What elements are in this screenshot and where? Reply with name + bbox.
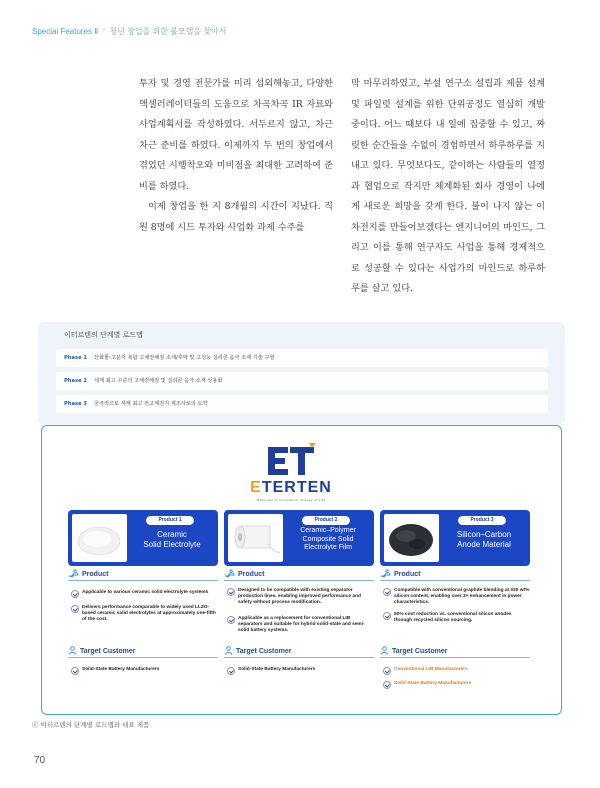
product-badge: Product 3 bbox=[458, 516, 506, 525]
phase-text: 산화물-고분자 복합 고체전해질 소재/후막 및 고성능 실리콘 음극 소재 기술 구현 bbox=[94, 355, 275, 361]
product-card bbox=[224, 510, 374, 566]
product-name: Silicon–Carbon Anode Material bbox=[456, 530, 512, 549]
header-separator: ° bbox=[102, 27, 106, 36]
target-heading-text: Target Customer bbox=[236, 648, 292, 655]
ceramic-powder-icon bbox=[72, 514, 127, 562]
target-heading bbox=[380, 646, 448, 655]
target-item bbox=[82, 667, 216, 673]
target-text: Conventional LIB Manufacturers bbox=[394, 667, 468, 672]
check-circle-icon bbox=[383, 681, 391, 689]
product-heading bbox=[68, 569, 108, 578]
feature-text: Applicable as a replacement for conventional LIB separators and suitable for hybrid solid-state and semi-solid battery systems. bbox=[238, 616, 365, 633]
body-paragraph: 이제 창업을 한 지 8개월의 시간이 지났다. 직원 8명에 시드 투자와 사업화 과제 수주를 bbox=[139, 201, 333, 233]
roadmap-phase bbox=[56, 349, 548, 367]
body-paragraph: 막 마무리하였고, 부설 연구소 설립과 제품 설계 및 파일럿 설계를 위한 단위공정도 열심히 개발 중이다. 어느 때보다 내 일에 집중할 수 있고, 짜릿한 순간들을 수없이 경험하면서 하루하루를 지내고 있다. 무엇보다도, 같이하는 사람들의 열정과 협업으로 작지만 체계화된 회사 경영이 나에게 새로운 희망을 갖게 한다. 불이 나지 않는 이차전지를 만들어보겠다는 엔지니어의 마인드, 그리고 이를 통해 연구자도 사업을 통해 경제적으로 성공할 수 있다는 사업가의 마인드로 하루하루를 살고 있다. bbox=[351, 78, 545, 294]
hand-icon bbox=[380, 569, 391, 578]
product-card bbox=[68, 510, 218, 566]
feature-text: Designed to be compatible with existing separator production lines, enabling improved performance and safety without process modification. bbox=[238, 588, 361, 605]
figure-caption: ⓒ 이터르텐의 단계별 로드맵과 대표 제품 bbox=[32, 721, 150, 729]
check-circle-icon bbox=[227, 588, 235, 596]
check-circle-icon bbox=[71, 605, 79, 613]
divider bbox=[380, 657, 530, 658]
page-number: 70 bbox=[34, 755, 46, 766]
phase-text: 세계 최고 수준의 고체전해질 및 실리콘 음극 소재 상용화 bbox=[94, 378, 223, 384]
phase-text: 궁극적으로 세계 최고 전고체전지 제조사로의 도약 bbox=[94, 401, 208, 407]
product-badge: Product 2 bbox=[302, 516, 350, 525]
feature-item bbox=[394, 612, 530, 624]
check-circle-icon bbox=[383, 612, 391, 620]
eterten-wordmark bbox=[239, 479, 343, 497]
target-heading bbox=[224, 646, 292, 655]
product-name: Ceramic–Polymer Composite Solid Electrolyte Film bbox=[300, 527, 356, 551]
body-right-column bbox=[351, 74, 545, 300]
check-circle-icon bbox=[227, 667, 235, 675]
body-left-column bbox=[139, 74, 333, 238]
product-heading bbox=[224, 569, 264, 578]
divider bbox=[68, 580, 218, 581]
running-header bbox=[32, 26, 227, 37]
target-heading-text: Target Customer bbox=[392, 648, 448, 655]
target-text: Solid-State Battery Manufacturers bbox=[238, 667, 316, 672]
product-card bbox=[380, 510, 530, 566]
phase-label: Phase 1 bbox=[64, 355, 88, 361]
feature-text: 50% cost reduction vs. conventional silicon anodes through recycled silicon sourcing. bbox=[394, 612, 512, 623]
product-image bbox=[72, 514, 127, 562]
check-circle-icon bbox=[383, 588, 391, 596]
target-heading bbox=[68, 646, 136, 655]
hand-icon bbox=[68, 569, 79, 578]
logo-mark-icon bbox=[265, 443, 319, 479]
target-item bbox=[394, 681, 530, 687]
product-heading bbox=[380, 569, 420, 578]
target-item bbox=[238, 667, 372, 673]
phase-label: Phase 2 bbox=[64, 378, 88, 384]
roadmap-box bbox=[38, 322, 565, 425]
check-circle-icon bbox=[71, 667, 79, 675]
product-heading-text: Product bbox=[238, 571, 265, 578]
product-image bbox=[228, 514, 283, 562]
roadmap-title: 이터르텐의 단계별 로드맵 bbox=[64, 331, 143, 339]
roadmap-phase bbox=[56, 372, 548, 390]
divider bbox=[380, 580, 530, 581]
roadmap-phase bbox=[56, 395, 548, 413]
hand-icon bbox=[224, 569, 235, 578]
wordmark-rest: TERTEN bbox=[261, 479, 332, 496]
body-paragraph: 투자 및 경영 전문가를 미리 섭외해놓고, 다양한 액셀러레이터들의 도움으로 차곡차곡 IR 자료와 사업계획서를 작성하였다. 서두르지 않고, 차근차근 준비를 하였다. 이제까지 두 번의 창업에서 겪었던 시행착오와 미비점을 최대한 고려하여 준비를 하였다. bbox=[139, 78, 333, 192]
feature-item bbox=[394, 588, 530, 606]
check-circle-icon bbox=[383, 667, 391, 675]
divider bbox=[224, 657, 374, 658]
feature-item bbox=[238, 616, 372, 634]
divider bbox=[224, 580, 374, 581]
carbon-powder-icon bbox=[384, 514, 439, 562]
feature-text: Delivers performance comparable to widely used LLZO-based ceramic solid electrolytes at approximately one-fifth of the cost. bbox=[82, 605, 216, 622]
wordmark-e: E bbox=[250, 479, 262, 496]
product-heading-text: Product bbox=[82, 571, 109, 578]
person-icon bbox=[68, 646, 77, 655]
feature-text: Applicable to various ceramic solid electrolyte systems bbox=[82, 590, 209, 595]
feature-item bbox=[238, 588, 372, 606]
product-image bbox=[384, 514, 439, 562]
check-circle-icon bbox=[71, 590, 79, 598]
header-subtitle: 청년 창업을 위한 롤모델을 찾아서 bbox=[109, 27, 227, 36]
phase-label: Phase 3 bbox=[64, 401, 88, 407]
product-name: Ceramic Solid Electrolyte bbox=[143, 530, 201, 549]
target-item bbox=[394, 667, 530, 673]
person-icon bbox=[224, 646, 233, 655]
target-text: Solid-State Battery Manufacturers bbox=[394, 681, 472, 686]
product-badge: Product 1 bbox=[146, 516, 194, 525]
target-text: Solid-State Battery Manufacturers bbox=[82, 667, 160, 672]
brand-tagline: Materials of Innovation, Energy of Life bbox=[256, 498, 326, 502]
target-heading-text: Target Customer bbox=[80, 648, 136, 655]
eterten-logo-mark bbox=[265, 443, 319, 479]
check-circle-icon bbox=[227, 616, 235, 624]
feature-item bbox=[82, 605, 216, 623]
person-icon bbox=[380, 646, 389, 655]
product-heading-text: Product bbox=[394, 571, 421, 578]
feature-text: Compatible with conventional graphite blending at ≥20 wt% silicon content, enabling over 3× enhancement in power characteristics. bbox=[394, 588, 530, 605]
film-roll-icon bbox=[228, 514, 283, 562]
divider bbox=[68, 657, 218, 658]
feature-item bbox=[82, 590, 216, 596]
header-section: Special Features Ⅱ bbox=[32, 27, 99, 36]
